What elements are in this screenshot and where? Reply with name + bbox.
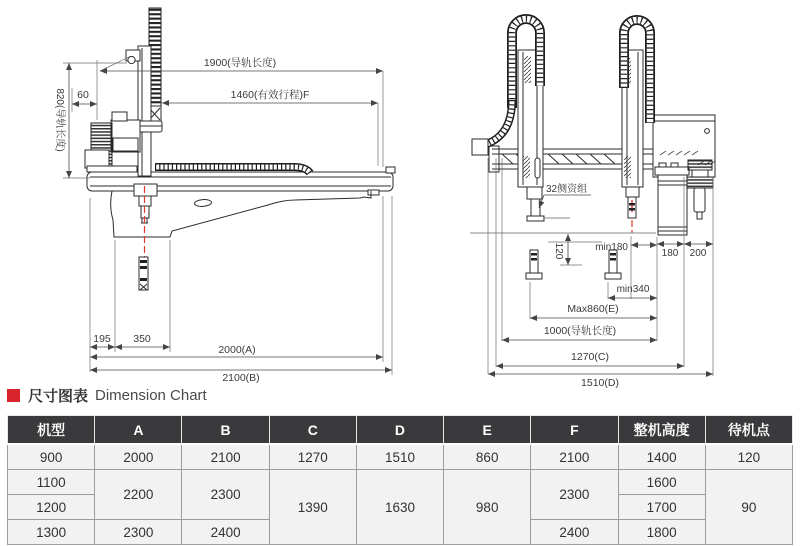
dim-label-200: 200 [689, 248, 707, 259]
mounting-foot-left [526, 250, 542, 279]
dim-label-d: 1510(D) [581, 377, 619, 389]
cell-a-900: 2000 [95, 444, 182, 470]
dim-label-max-e: Max860(E) [567, 303, 619, 315]
cell-height-1300: 1800 [618, 520, 705, 545]
cell-c-1100-1300: 1390 [269, 470, 356, 545]
section-title-zh: 尺寸图表 [28, 388, 89, 405]
dimension-table [7, 415, 793, 545]
cell-model-900: 900 [8, 444, 95, 470]
dim-label-a: 2000(A) [218, 344, 256, 356]
cell-b-900: 2100 [182, 444, 269, 470]
mounting-foot-right [605, 250, 621, 279]
cell-model-1300: 1300 [8, 520, 95, 545]
dim-label-b: 2100(B) [222, 372, 260, 384]
cell-model-1100: 1100 [8, 470, 95, 495]
header-f: F [531, 416, 618, 445]
header-e: E [444, 416, 531, 445]
table-header-row [8, 416, 793, 445]
cell-f-900: 2100 [531, 444, 618, 470]
dim-label-min180: min180 [595, 242, 628, 253]
dim-label-rail-bottom: 1000(导轨长度) [543, 325, 617, 337]
side-view-drawing [54, 8, 395, 384]
cell-c-900: 1270 [269, 444, 356, 470]
side-view-dimension-lines [69, 63, 392, 370]
header-d: D [356, 416, 443, 445]
dim-label-195: 195 [93, 333, 111, 345]
gripper-carriage [134, 184, 157, 223]
cell-model-1200: 1200 [8, 495, 95, 520]
dim-label-120: 120 [553, 242, 564, 260]
detached-gripper [139, 257, 148, 290]
air-filter-unit [687, 160, 713, 219]
header-b: B [182, 416, 269, 445]
header-a: A [95, 416, 182, 445]
section-heading [7, 385, 207, 406]
cell-d-900: 1510 [356, 444, 443, 470]
cell-a-1300: 2300 [95, 520, 182, 545]
arm-group-callout: 32侧资组 [546, 184, 588, 195]
cell-height-900: 1400 [618, 444, 705, 470]
cell-d-1100-1300: 1630 [356, 470, 443, 545]
handle-slot [194, 199, 211, 207]
cell-b-1300: 2400 [182, 520, 269, 545]
header-c: C [269, 416, 356, 445]
beam-end-cap [386, 167, 395, 173]
cell-standby-900: 120 [705, 444, 792, 470]
cell-e-1100-1300: 980 [444, 470, 531, 545]
red-square-marker [7, 389, 20, 402]
header-model: 机型 [8, 416, 95, 445]
cell-height-1100: 1600 [618, 470, 705, 495]
cell-height-1200: 1700 [618, 495, 705, 520]
header-height: 整机高度 [618, 416, 705, 445]
cell-b-1100-1200: 2300 [182, 470, 269, 520]
dim-label-rail-top: 1900(导轨长度) [203, 57, 277, 69]
table-row-1100 [8, 470, 793, 495]
dim-label-c: 1270(C) [571, 351, 609, 363]
cell-f-1100-1200: 2300 [531, 470, 618, 520]
header-standby: 待机点 [705, 416, 792, 445]
dim-label-rail-vertical: 820(导轨长度) [54, 88, 65, 152]
cell-f-1300: 2400 [531, 520, 618, 545]
cell-a-1100-1200: 2200 [95, 470, 182, 520]
section-title-en: Dimension Chart [95, 387, 207, 404]
dim-label-stroke: 1460(有效行程)F [230, 89, 310, 101]
dim-label-180: 180 [661, 248, 679, 259]
dim-label-min340: min340 [616, 284, 650, 295]
dim-label-60: 60 [77, 89, 89, 101]
table-row-900 [8, 444, 793, 470]
drive-unit [85, 112, 140, 172]
front-view-drawing [470, 19, 715, 389]
dim-label-350: 350 [133, 333, 151, 345]
cell-standby-1100-1300: 90 [705, 470, 792, 545]
cell-e-900: 860 [444, 444, 531, 470]
